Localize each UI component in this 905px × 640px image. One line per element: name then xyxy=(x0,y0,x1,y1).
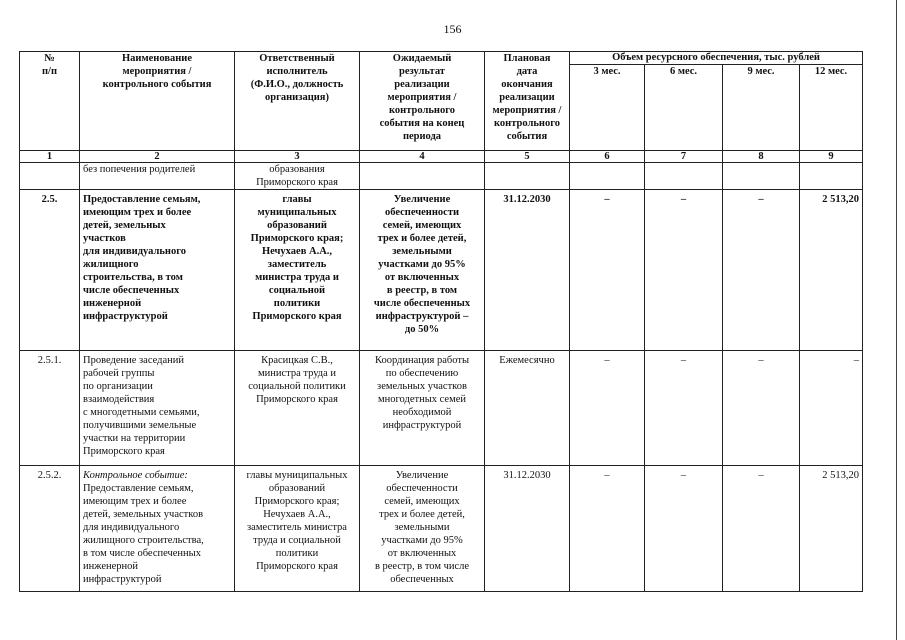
table-row xyxy=(20,190,863,351)
row-3m: – xyxy=(570,466,645,592)
row-num: 2.5.2. xyxy=(20,466,80,592)
row-12m xyxy=(800,163,863,190)
row-9m xyxy=(723,163,800,190)
column-number: 2 xyxy=(80,151,235,163)
row-6m: – xyxy=(645,190,723,351)
header-resources: Объем ресурсного обеспечения, тыс. рублей xyxy=(570,52,863,65)
row-6m: – xyxy=(645,351,723,466)
row-9m: – xyxy=(723,351,800,466)
row-6m: – xyxy=(645,466,723,592)
row-name-cell xyxy=(80,466,235,592)
row-9m: – xyxy=(723,466,800,592)
row-name: Предоставление семьям, имеющим трех и более детей, земельных участков для индивидуального жилищного строительства, в том числе обеспеченных инженерной инфраструктурой xyxy=(80,190,235,351)
scan-edge-line xyxy=(896,0,897,640)
column-number: 7 xyxy=(645,151,723,163)
row-name: Предоставление семьям, имеющим трех и более детей, земельных участков для индивидуального жилищного строительства, в том числе обеспеченных инженерной инфраструктурой xyxy=(83,483,204,585)
row-result: Увеличение обеспеченности семей, имеющих трех и более детей, земельными участками до 95% от включенных в реестр, в том числе обеспеченных xyxy=(360,466,485,592)
header-date: Плановая дата окончания реализации мероприятия / контрольного события xyxy=(485,52,570,151)
row-responsible: Красицкая С.В., министра труда и социальной политики Приморского края xyxy=(235,351,360,466)
row-num: 2.5.1. xyxy=(20,351,80,466)
row-3m: – xyxy=(570,190,645,351)
column-number: 3 xyxy=(235,151,360,163)
header-3m: 3 мес. xyxy=(570,65,645,151)
row-responsible: главы муниципальных образований Приморского края; Нечухаев А.А., заместитель министра труда и социальной политики Приморского края xyxy=(235,190,360,351)
row-6m xyxy=(645,163,723,190)
header-6m: 6 мес. xyxy=(645,65,723,151)
page-number: 156 xyxy=(443,22,462,36)
row-3m xyxy=(570,163,645,190)
activities-table xyxy=(19,51,863,592)
row-result xyxy=(360,163,485,190)
row-result: Увеличение обеспеченности семей, имеющих трех и более детей, земельными участками до 95% от включенных в реестр, в том числе обеспеченных инфраструктурой – до 50% xyxy=(360,190,485,351)
header-12m: 12 мес. xyxy=(800,65,863,151)
header-responsible: Ответственный исполнитель (Ф.И.О., должность организация) xyxy=(235,52,360,151)
header-9m: 9 мес. xyxy=(723,65,800,151)
row-name: Проведение заседаний рабочей группы по организации взаимодействия с многодетными семьями, получившими земельные участки на территории Приморского края xyxy=(80,351,235,466)
table-row xyxy=(20,163,863,190)
row-date: 31.12.2030 xyxy=(485,190,570,351)
row-12m: – xyxy=(800,351,863,466)
column-number: 8 xyxy=(723,151,800,163)
column-number: 5 xyxy=(485,151,570,163)
control-event-label: Контрольное событие: xyxy=(83,470,188,481)
row-num xyxy=(20,163,80,190)
row-date: Ежемесячно xyxy=(485,351,570,466)
row-12m: 2 513,20 xyxy=(800,466,863,592)
table-row xyxy=(20,351,863,466)
row-num: 2.5. xyxy=(20,190,80,351)
column-number: 4 xyxy=(360,151,485,163)
row-responsible: образования Приморского края xyxy=(235,163,360,190)
header-row xyxy=(20,52,863,65)
row-9m: – xyxy=(723,190,800,351)
column-number-row xyxy=(20,151,863,163)
row-result: Координация работы по обеспечению земельных участков многодетных семей необходимой инфраструктурой xyxy=(360,351,485,466)
row-date: 31.12.2030 xyxy=(485,466,570,592)
row-responsible: главы муниципальных образований Приморского края; Нечухаев А.А., заместитель министра труда и социальной политики Приморского края xyxy=(235,466,360,592)
row-12m: 2 513,20 xyxy=(800,190,863,351)
column-number: 9 xyxy=(800,151,863,163)
header-name: Наименование мероприятия / контрольного события xyxy=(80,52,235,151)
table-row xyxy=(20,466,863,592)
column-number: 1 xyxy=(20,151,80,163)
header-result: Ожидаемый результат реализации мероприятия / контрольного события на конец периода xyxy=(360,52,485,151)
column-number: 6 xyxy=(570,151,645,163)
row-3m: – xyxy=(570,351,645,466)
row-name: без попечения родителей xyxy=(80,163,235,190)
header-num: № п/п xyxy=(20,52,80,151)
row-date xyxy=(485,163,570,190)
